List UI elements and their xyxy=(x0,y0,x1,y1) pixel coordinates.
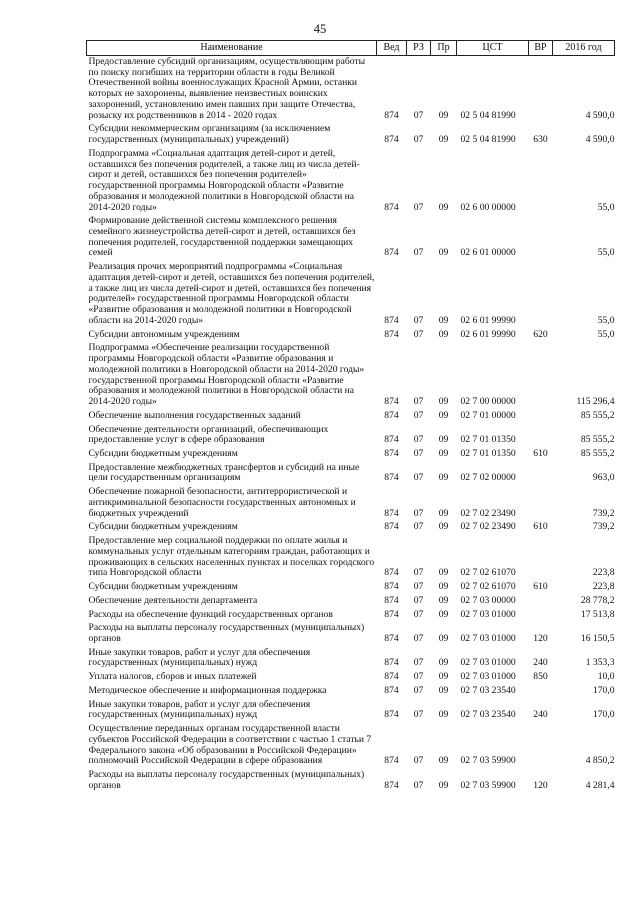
row-name: Субсидии некоммерческим организациям (за исключением государственных (муниципальных) учреждений) xyxy=(88,123,331,146)
header-ved: Вед xyxy=(377,41,407,56)
row-cst: 02 7 01 01350 xyxy=(460,447,516,459)
row-vr xyxy=(529,462,553,486)
table-row xyxy=(87,769,615,793)
row-rz: 07 xyxy=(413,567,424,579)
row-cst: 02 7 02 23490 xyxy=(460,521,516,533)
row-amount: 55,0 xyxy=(597,328,615,340)
row-ved: 874 xyxy=(384,632,399,644)
row-name: Обеспечение пожарной безопасности, антитеррористической и антикриминальной безопасности государственных автономных и бюджетных учреждений xyxy=(88,486,356,519)
row-rz: 07 xyxy=(413,581,424,593)
row-amount: 115 296,4 xyxy=(576,396,615,408)
row-cst: 02 5 04 81990 xyxy=(460,134,516,146)
row-amount: 85 555,2 xyxy=(580,434,615,446)
row-pr: 09 xyxy=(438,472,449,484)
table-header xyxy=(87,41,615,56)
table-row xyxy=(87,424,615,448)
row-cst: 02 6 00 00000 xyxy=(460,201,516,213)
row-cst: 02 7 03 01000 xyxy=(460,657,516,669)
row-amount: 55,0 xyxy=(597,247,615,259)
header-name: Наименование xyxy=(87,41,377,56)
row-ved: 874 xyxy=(384,608,399,620)
row-ved: 874 xyxy=(384,314,399,326)
row-amount: 223,8 xyxy=(592,567,615,579)
table-row xyxy=(87,595,615,609)
row-vr: 630 xyxy=(533,134,548,146)
header-year: 2016 год xyxy=(553,41,615,56)
row-name: Реализация прочих мероприятий подпрограммы «Социальная адаптация детей-сирот и детей, оставшихся без попечения родителей, а также лиц из числа детей-сирот и детей, оставшихся без попечения родителей» государственной программы Новгородской области «Развитие образования и молодежной политики в Новгородской области на 2014-2020 годы» xyxy=(88,261,375,326)
row-name: Субсидии автономным учреждениям xyxy=(88,328,240,340)
row-rz: 07 xyxy=(413,434,424,446)
row-amount: 4 590,0 xyxy=(585,109,615,121)
row-amount: 55,0 xyxy=(597,201,615,213)
table-row xyxy=(87,462,615,486)
row-ved: 874 xyxy=(384,594,399,606)
row-cst: 02 6 01 00000 xyxy=(460,247,516,259)
row-rz: 07 xyxy=(413,671,424,683)
row-cst: 02 7 03 23540 xyxy=(460,709,516,721)
row-ved: 874 xyxy=(384,755,399,767)
row-amount: 85 555,2 xyxy=(580,447,615,459)
table-row xyxy=(87,342,615,409)
row-vr xyxy=(529,215,553,261)
row-ved: 874 xyxy=(384,581,399,593)
table-row xyxy=(87,329,615,343)
row-pr: 09 xyxy=(438,507,449,519)
row-vr xyxy=(529,685,553,699)
row-cst: 02 7 03 01000 xyxy=(460,608,516,620)
header-rz: РЗ xyxy=(407,41,431,56)
row-ved: 874 xyxy=(384,396,399,408)
row-ved: 874 xyxy=(384,709,399,721)
row-pr: 09 xyxy=(438,632,449,644)
row-name: Подпрограмма «Социальная адаптация детей-сирот и детей, оставшихся без попечения родителей, а также лиц из числа детей-сирот и детей, оставшихся без попечения родителей» государственной программы Новгородской области «Развитие образования и молодежной политики в Новгородской области на 2014-2020 годы» xyxy=(88,147,360,213)
table-row xyxy=(87,622,615,646)
row-pr: 09 xyxy=(438,567,449,579)
row-ved: 874 xyxy=(384,409,399,421)
row-name: Осуществление переданных органам государственной власти субъектов Российской Федерации в соответствии с частью 1 статьи 7 Федерального закона «Об образовании в Российской Федерации» полномочий Российской Федерации в сфере образования xyxy=(88,723,372,767)
row-ved: 874 xyxy=(384,521,399,533)
row-cst: 02 6 01 99990 xyxy=(460,328,516,340)
row-rz: 07 xyxy=(413,109,424,121)
row-amount: 170,0 xyxy=(592,709,615,721)
row-cst: 02 7 00 00000 xyxy=(460,396,516,408)
row-name: Методическое обеспечение и информационная поддержка xyxy=(88,684,327,696)
table-row xyxy=(87,609,615,623)
table-row xyxy=(87,123,615,147)
row-vr xyxy=(529,342,553,409)
row-amount: 4 850,2 xyxy=(585,755,615,767)
row-rz: 07 xyxy=(413,632,424,644)
row-amount: 4 281,4 xyxy=(585,779,615,791)
row-name: Расходы на выплаты персоналу государственных (муниципальных) органов xyxy=(88,622,365,644)
row-ved: 874 xyxy=(384,657,399,669)
table-row xyxy=(87,448,615,462)
row-name: Расходы на выплаты персоналу государственных (муниципальных) органов xyxy=(88,769,365,791)
page-number: 45 xyxy=(313,22,327,36)
row-amount: 4 590,0 xyxy=(585,134,615,146)
row-amount: 963,0 xyxy=(592,472,615,484)
row-vr: 610 xyxy=(533,521,548,533)
table-row xyxy=(87,535,615,581)
table-row xyxy=(87,410,615,424)
row-cst: 02 7 02 23490 xyxy=(460,507,516,519)
header-cst: ЦСТ xyxy=(457,41,529,56)
row-rz: 07 xyxy=(413,709,424,721)
row-rz: 07 xyxy=(413,396,424,408)
row-rz: 07 xyxy=(413,247,424,259)
row-rz: 07 xyxy=(413,755,424,767)
row-ved: 874 xyxy=(384,434,399,446)
row-vr xyxy=(529,410,553,424)
row-pr: 09 xyxy=(438,409,449,421)
row-rz: 07 xyxy=(413,134,424,146)
header-vr: ВР xyxy=(529,41,553,56)
row-pr: 09 xyxy=(438,521,449,533)
row-pr: 09 xyxy=(438,328,449,340)
row-ved: 874 xyxy=(384,134,399,146)
row-cst: 02 6 01 99990 xyxy=(460,314,516,326)
row-name: Расходы на обеспечение функций государственных органов xyxy=(88,608,333,620)
row-ved: 874 xyxy=(384,247,399,259)
row-cst: 02 7 03 23540 xyxy=(460,684,516,696)
row-rz: 07 xyxy=(413,779,424,791)
row-ved: 874 xyxy=(384,779,399,791)
row-amount: 223,8 xyxy=(592,581,615,593)
row-amount: 28 778,2 xyxy=(580,594,615,606)
row-name: Формирование действенной системы комплексного решения семейного жизнеустройства детей-сирот и детей, оставшихся без попечения родителей, государственной поддержки замещающих семей xyxy=(88,215,356,259)
row-vr: 240 xyxy=(533,657,548,669)
row-rz: 07 xyxy=(413,472,424,484)
row-vr xyxy=(529,56,553,124)
table-row xyxy=(87,56,615,124)
row-vr: 120 xyxy=(533,632,548,644)
row-vr: 610 xyxy=(533,447,548,459)
row-ved: 874 xyxy=(384,507,399,519)
row-amount: 10,0 xyxy=(597,671,615,683)
row-name: Предоставление межбюджетных трансфертов и субсидий на иные цели государственным организациям xyxy=(88,461,360,484)
table-row xyxy=(87,486,615,521)
row-amount: 17 513,8 xyxy=(580,608,615,620)
row-cst: 02 5 04 81990 xyxy=(460,109,516,121)
row-pr: 09 xyxy=(438,247,449,259)
row-vr xyxy=(529,148,553,215)
row-rz: 07 xyxy=(413,657,424,669)
row-cst: 02 7 03 01000 xyxy=(460,632,516,644)
row-cst: 02 7 01 01350 xyxy=(460,434,516,446)
row-ved: 874 xyxy=(384,328,399,340)
row-ved: 874 xyxy=(384,671,399,683)
row-name: Обеспечение выполнения государственных заданий xyxy=(88,409,301,421)
table-row xyxy=(87,671,615,685)
row-ved: 874 xyxy=(384,109,399,121)
row-amount: 170,0 xyxy=(592,684,615,696)
row-vr: 240 xyxy=(533,709,548,721)
table-row xyxy=(87,647,615,671)
row-vr xyxy=(529,535,553,581)
header-pr: Пр xyxy=(431,41,457,56)
row-vr: 850 xyxy=(533,671,548,683)
table-row xyxy=(87,521,615,535)
row-ved: 874 xyxy=(384,472,399,484)
row-cst: 02 7 02 61070 xyxy=(460,581,516,593)
row-cst: 02 7 03 59900 xyxy=(460,755,516,767)
row-name: Субсидии бюджетным учреждениям xyxy=(88,447,238,459)
row-ved: 874 xyxy=(384,567,399,579)
row-pr: 09 xyxy=(438,755,449,767)
row-vr: 610 xyxy=(533,581,548,593)
row-amount: 739,2 xyxy=(592,521,615,533)
row-rz: 07 xyxy=(413,201,424,213)
row-vr xyxy=(529,723,553,769)
row-name: Предоставление субсидий организациям, осуществляющим работы по поиску погибших на территории области в годы Великой Отечественной войны военнослужащих Красной Армии, останки которых не захоронены, выявление неизвестных воинских захоронений, установлению имен павших при защите Отечества, розыску их родственников в 2014 - 2020 годах xyxy=(88,56,366,121)
table-row xyxy=(87,261,615,328)
row-amount: 16 150,5 xyxy=(580,632,615,644)
row-name: Обеспечение деятельности организаций, обеспечивающих предоставление услуг в сфере образования xyxy=(88,423,329,446)
row-pr: 09 xyxy=(438,434,449,446)
row-ved: 874 xyxy=(384,684,399,696)
row-cst: 02 7 03 01000 xyxy=(460,671,516,683)
table-row xyxy=(87,685,615,699)
table-row xyxy=(87,699,615,723)
row-pr: 09 xyxy=(438,447,449,459)
row-vr: 120 xyxy=(533,779,548,791)
row-rz: 07 xyxy=(413,447,424,459)
row-name: Субсидии бюджетным учреждениям xyxy=(88,581,238,593)
table-row xyxy=(87,723,615,769)
table-row xyxy=(87,581,615,595)
row-vr xyxy=(529,424,553,448)
row-name: Предоставление мер социальной поддержки по оплате жилья и коммунальных услуг отдельным категориям граждан, работающих и проживающих в сельских населенных пунктах и поселках городского типа Новгородской области xyxy=(88,535,375,579)
row-pr: 09 xyxy=(438,709,449,721)
row-pr: 09 xyxy=(438,671,449,683)
row-ved: 874 xyxy=(384,447,399,459)
row-rz: 07 xyxy=(413,409,424,421)
row-rz: 07 xyxy=(413,507,424,519)
row-name: Субсидии бюджетным учреждениям xyxy=(88,521,238,533)
row-ved: 874 xyxy=(384,201,399,213)
row-amount: 85 555,2 xyxy=(580,409,615,421)
row-pr: 09 xyxy=(438,201,449,213)
row-amount: 739,2 xyxy=(592,507,615,519)
row-pr: 09 xyxy=(438,396,449,408)
row-amount: 55,0 xyxy=(597,314,615,326)
table-row xyxy=(87,215,615,261)
row-rz: 07 xyxy=(413,594,424,606)
row-rz: 07 xyxy=(413,608,424,620)
row-amount: 1 353,3 xyxy=(585,657,615,669)
row-name: Уплата налогов, сборов и иных платежей xyxy=(88,671,257,683)
row-pr: 09 xyxy=(438,684,449,696)
row-rz: 07 xyxy=(413,521,424,533)
row-name: Иные закупки товаров, работ и услуг для обеспечения государственных (муниципальных) нужд xyxy=(88,698,311,721)
row-pr: 09 xyxy=(438,581,449,593)
row-rz: 07 xyxy=(413,684,424,696)
row-name: Подпрограмма «Обеспечение реализации государственной программы Новгородской области «Развитие образования и молодежной политики в Новгородской области на 2014-2020 годы» государственной программы Новгородской области «Развитие образования и молодежной политики в Новгородской области на 2014-2020 годы» xyxy=(88,342,365,408)
row-vr xyxy=(529,486,553,521)
row-name: Иные закупки товаров, работ и услуг для обеспечения государственных (муниципальных) нужд xyxy=(88,646,311,669)
table-body xyxy=(87,56,615,794)
table-row xyxy=(87,148,615,215)
row-pr: 09 xyxy=(438,314,449,326)
row-name: Обеспечение деятельности департамента xyxy=(88,594,258,606)
row-vr: 620 xyxy=(533,328,548,340)
row-rz: 07 xyxy=(413,314,424,326)
row-rz: 07 xyxy=(413,328,424,340)
row-vr xyxy=(529,595,553,609)
row-cst: 02 7 01 00000 xyxy=(460,409,516,421)
row-pr: 09 xyxy=(438,608,449,620)
row-cst: 02 7 03 00000 xyxy=(460,594,516,606)
row-pr: 09 xyxy=(438,779,449,791)
row-pr: 09 xyxy=(438,134,449,146)
row-pr: 09 xyxy=(438,657,449,669)
row-cst: 02 7 02 00000 xyxy=(460,472,516,484)
budget-table xyxy=(86,40,615,794)
row-pr: 09 xyxy=(438,109,449,121)
row-cst: 02 7 03 59900 xyxy=(460,779,516,791)
row-cst: 02 7 02 61070 xyxy=(460,567,516,579)
row-vr xyxy=(529,609,553,623)
row-vr xyxy=(529,261,553,328)
row-pr: 09 xyxy=(438,594,449,606)
